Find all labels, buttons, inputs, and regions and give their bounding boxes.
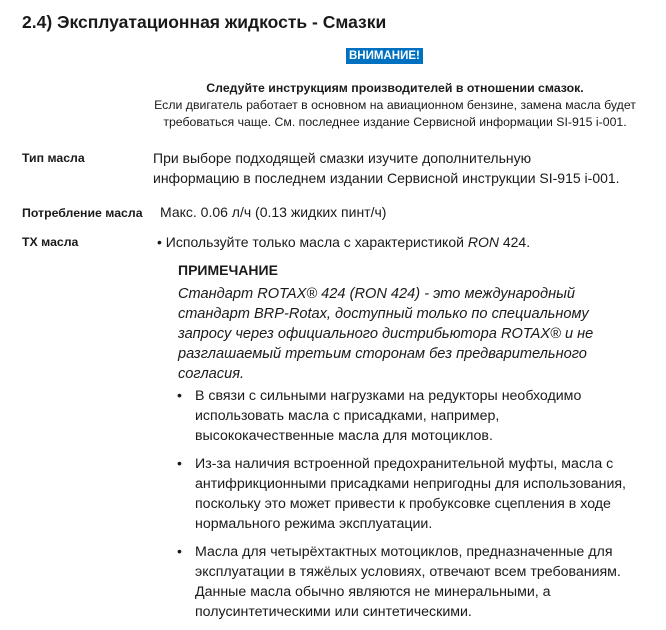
bullet-line: Масла для четырёхтактных мотоциклов, предназначенные для [195, 544, 613, 560]
oil-spec-text-before: Используйте только масла с характеристикой [165, 234, 468, 250]
bullet-line: Данные масла обычно являются не минеральными, а [195, 584, 551, 600]
bullet-line: полусинтетическими или синтетическими. [195, 604, 472, 620]
note-line: Стандарт ROTAX® 424 (RON 424) - это международный [178, 286, 575, 302]
bullet-list [175, 386, 635, 630]
list-item [175, 386, 635, 446]
bullet-line: В связи с сильными нагрузками на редукторы необходимо [195, 388, 582, 404]
oil-spec-text-italic: RON [467, 234, 499, 250]
warning-line-2: Если двигатель работает в основном на авиационном бензине, замена масла будет [154, 98, 636, 112]
note-line: запросу через официального дистрибьютора ROTAX® и не [178, 326, 594, 342]
oil-type-label: Тип масла [22, 151, 85, 165]
note-heading: ПРИМЕЧАНИЕ [178, 262, 278, 278]
note-body [178, 284, 638, 384]
oil-spec-bullet: • [157, 234, 162, 250]
list-item [175, 542, 635, 622]
oil-spec-value [157, 232, 530, 252]
bullet-line: поскольку это может привести к пробуксовке сцепления в ходе [195, 496, 611, 512]
warning-bold-line: Следуйте инструкциям производителей в отношении смазок. [206, 81, 584, 95]
consumption-label: Потребление масла [22, 206, 143, 220]
bullet-marker: • [177, 456, 182, 472]
oil-type-line-2: информацию в последнем издании Сервисной инструкции SI-915 i-001. [153, 170, 620, 186]
bullet-marker: • [177, 388, 182, 404]
bullet-line: нормального режима эксплуатации. [195, 516, 433, 532]
section-title: 2.4) Эксплуатационная жидкость - Смазки [22, 12, 387, 32]
warning-badge: ВНИМАНИЕ! [346, 48, 423, 64]
note-line: стандарт BRP-Rotax, доступный только по специальному [178, 306, 589, 322]
consumption-value: Макс. 0.06 л/ч (0.13 жидких пинт/ч) [160, 204, 387, 220]
oil-type-value [153, 148, 620, 188]
bullet-marker: • [177, 544, 182, 560]
list-item [175, 454, 635, 534]
bullet-line: антифрикционными присадками непригодны для использования, [195, 476, 626, 492]
note-line: согласия. [178, 366, 245, 382]
bullet-line: высококачественные масла для мотоциклов. [195, 428, 493, 444]
bullet-line: эксплуатации в тяжёлых условиях, отвечают всем требованиям. [195, 564, 621, 580]
oil-spec-label: ТХ масла [22, 235, 79, 249]
oil-type-line-1: При выборе подходящей смазки изучите дополнительную [153, 150, 532, 166]
note-line: разглашаемый третьим сторонам без предварительного [178, 346, 587, 362]
bullet-line: Из-за наличия встроенной предохранительной муфты, масла с [195, 456, 614, 472]
bullet-line: использовать масла с присадками, например, [195, 408, 500, 424]
warning-line-3: требоваться чаще. См. последнее издание Сервисной информации SI-915 i-001. [163, 115, 627, 129]
oil-spec-text-after: 424. [498, 234, 531, 250]
warning-text [140, 80, 650, 131]
